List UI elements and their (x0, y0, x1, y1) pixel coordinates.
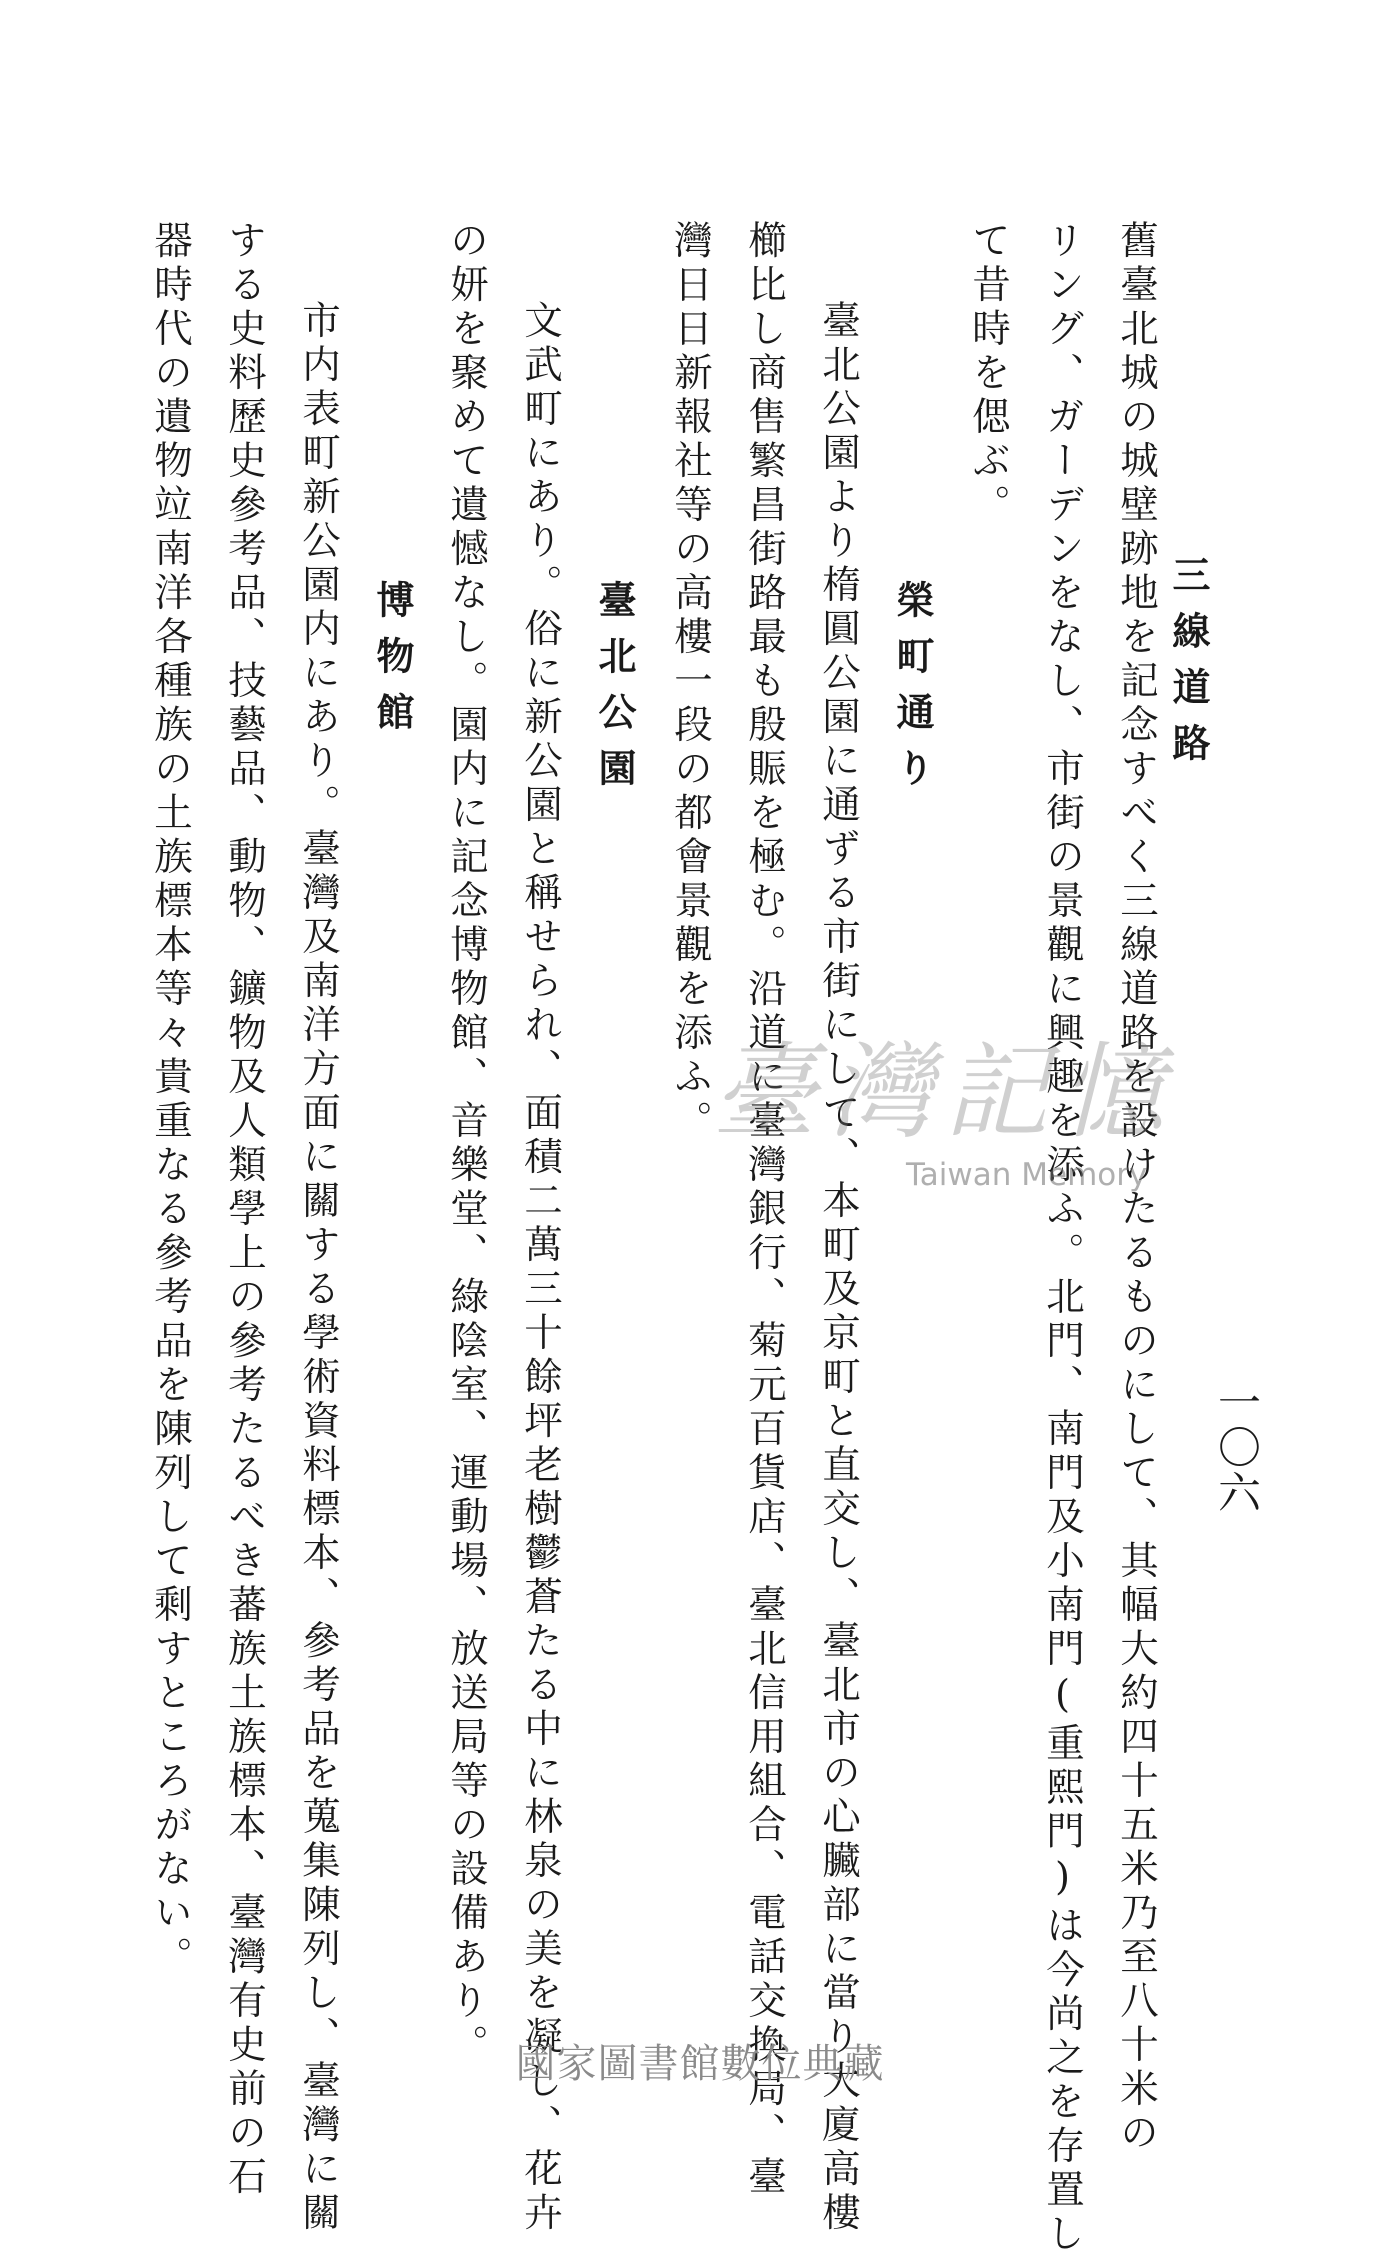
section-heading-museum: 博物館 (370, 580, 414, 748)
section-heading-sansen-road: 三線道路 (1166, 555, 1210, 779)
collection-footer: 國家圖書館數位典藏 (515, 2041, 885, 2087)
text-line: 器時代の遺物竝南洋各種族の土族標本等々貴重なる參考品を陳列して剩すところがない。 (148, 220, 193, 1980)
text-line: て昔時を偲ぶ。 (966, 220, 1011, 528)
text-line: 臺北公園より楕圓公園に通ずる市街にして、本町及京町と直交し、臺北市の心臟部に當り大廈高樓 (816, 300, 861, 2236)
text-line: する史料歷史參考品、技藝品、動物、鑛物及人類學上の參考たるべき蕃族土族標本、臺灣有史前の石 (222, 220, 267, 2200)
text-line: 文武町にあり。俗に新公園と稱せられ、面積二萬三十餘坪老樹鬱蒼たる中に林泉の美を凝し、花卉 (518, 300, 563, 2236)
watermark-subtitle: Taiwan Memory (906, 1157, 1148, 1193)
text-line: リング、ガーデンをなし、市街の景觀に興趣を添ふ。北門、南門及小南門(重熙門)は今尚之を存置し (1040, 220, 1085, 2257)
text-line: の妍を聚めて遺憾なし。園内に記念博物館、音樂堂、綠陰室、運動場、放送局等の設備あり。 (444, 220, 489, 2068)
section-heading-sakae-street: 榮町通り (890, 580, 934, 804)
page-number: 一〇六 (1211, 1380, 1261, 1515)
section-heading-taipei-park: 臺北公園 (592, 580, 636, 804)
text-line: 舊臺北城の城壁跡地を記念すべく三線道路を設けたるものにして、其幅大約四十五米乃至八十米の (1114, 220, 1159, 2156)
text-line: 櫛比し商售繁昌街路最も殷賑を極む。沿道に臺灣銀行、菊元百貨店、臺北信用組合、電話交換局、臺 (742, 220, 787, 2200)
watermark-logo: 臺灣記憶 (712, 1031, 1177, 1153)
text-line: 灣日日新報社等の高樓一段の都會景觀を添ふ。 (668, 220, 713, 1144)
text-line: 市内表町新公園内にあり。臺灣及南洋方面に關する學術資料標本、參考品を蒐集陳列し、臺灣に關 (296, 300, 341, 2236)
